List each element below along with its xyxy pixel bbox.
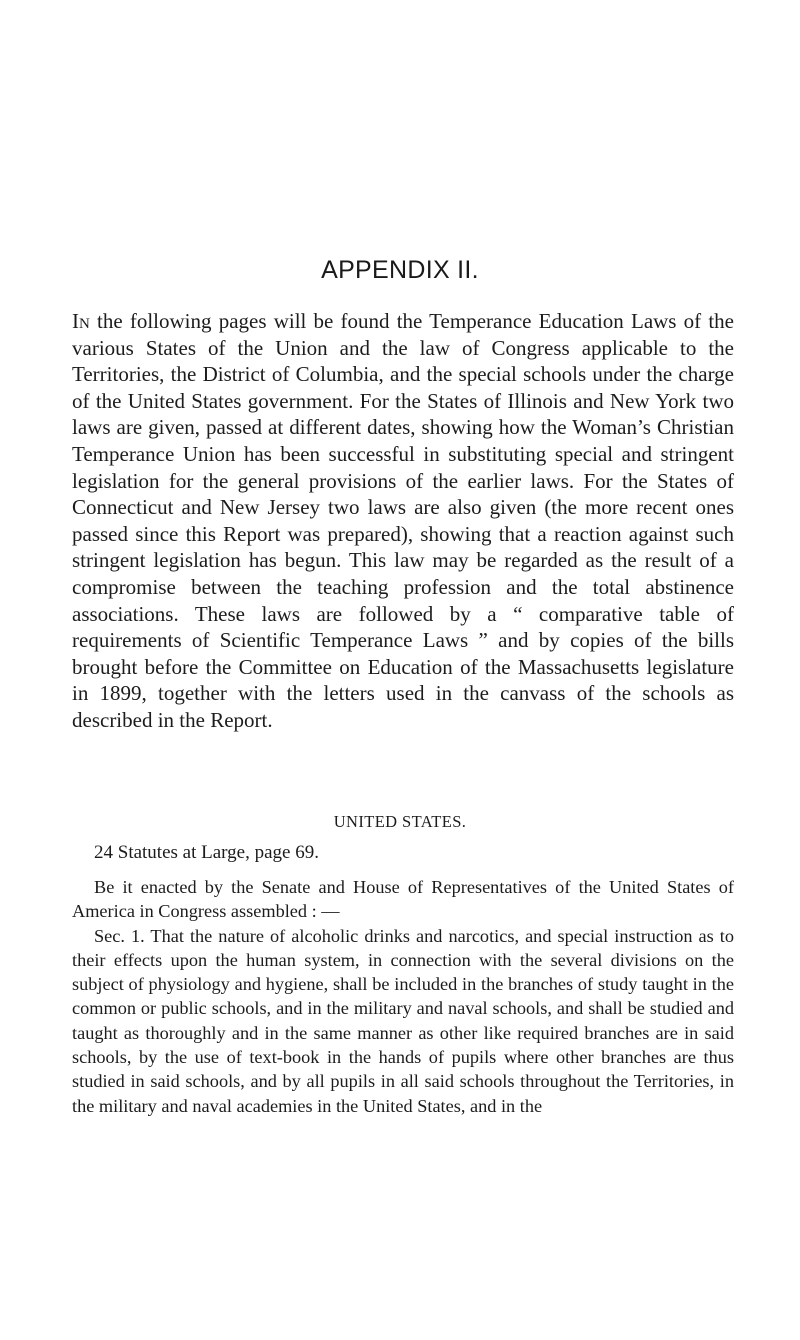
section-1-text: Sec. 1. That the nature of alcoholic drinks and narcotics, and special instruction as to their effects upon the human system, in connection with the several divisions on the subject of physiology and hygiene, shall be included in the branches of study taught in the common or public schools, and in the military and naval schools, and shall be studied and taught as thoroughly and in the same manner as other like required branches are in said schools, by the use of text-book in the hands of pupils where other branches are thus studied in said schools, and by all pupils in all said schools throughout the Territories, in the military and naval academies in the United States, and in the — [72, 925, 734, 1116]
intro-body-text: the following pages will be found the Temperance Education Laws of the various States of the Union and the law of Congress applicable to the Territories, the District of Columbia, and the special schools under the charge of the United States government. For the States of Illinois and New York two laws are given, passed at different dates, showing how the Woman’s Christian Temperance Union has been successful in substituting special and stringent legislation for the general provisions of the earlier laws. For the States of Connecticut and New Jersey two laws are also given (the more recent ones passed since this Report was prepared), showing that a reaction against such stringent legislation has begun. This law may be regarded as the result of a compromise between the teaching profession and the total abstinence associations. These laws are followed by a “ comparative table of requirements of Scientific Temperance Laws ” and by copies of the bills brought before the Committee on Education of the Massachusetts legislature in 1899, together with the letters used in the canvass of the schools as described in the Report. — [72, 309, 734, 732]
section-heading-united-states: UNITED STATES. — [333, 812, 467, 831]
intro-lead-word: In — [72, 309, 90, 333]
appendix-title: APPENDIX II. — [321, 256, 479, 284]
statute-citation: 24 Statutes at Large, page 69. — [94, 842, 319, 863]
statute-text — [72, 875, 734, 1118]
intro-paragraph — [72, 308, 734, 734]
enacting-clause: Be it enacted by the Senate and House of Representatives of the United States of America in Congress assembled : — — [72, 877, 734, 922]
